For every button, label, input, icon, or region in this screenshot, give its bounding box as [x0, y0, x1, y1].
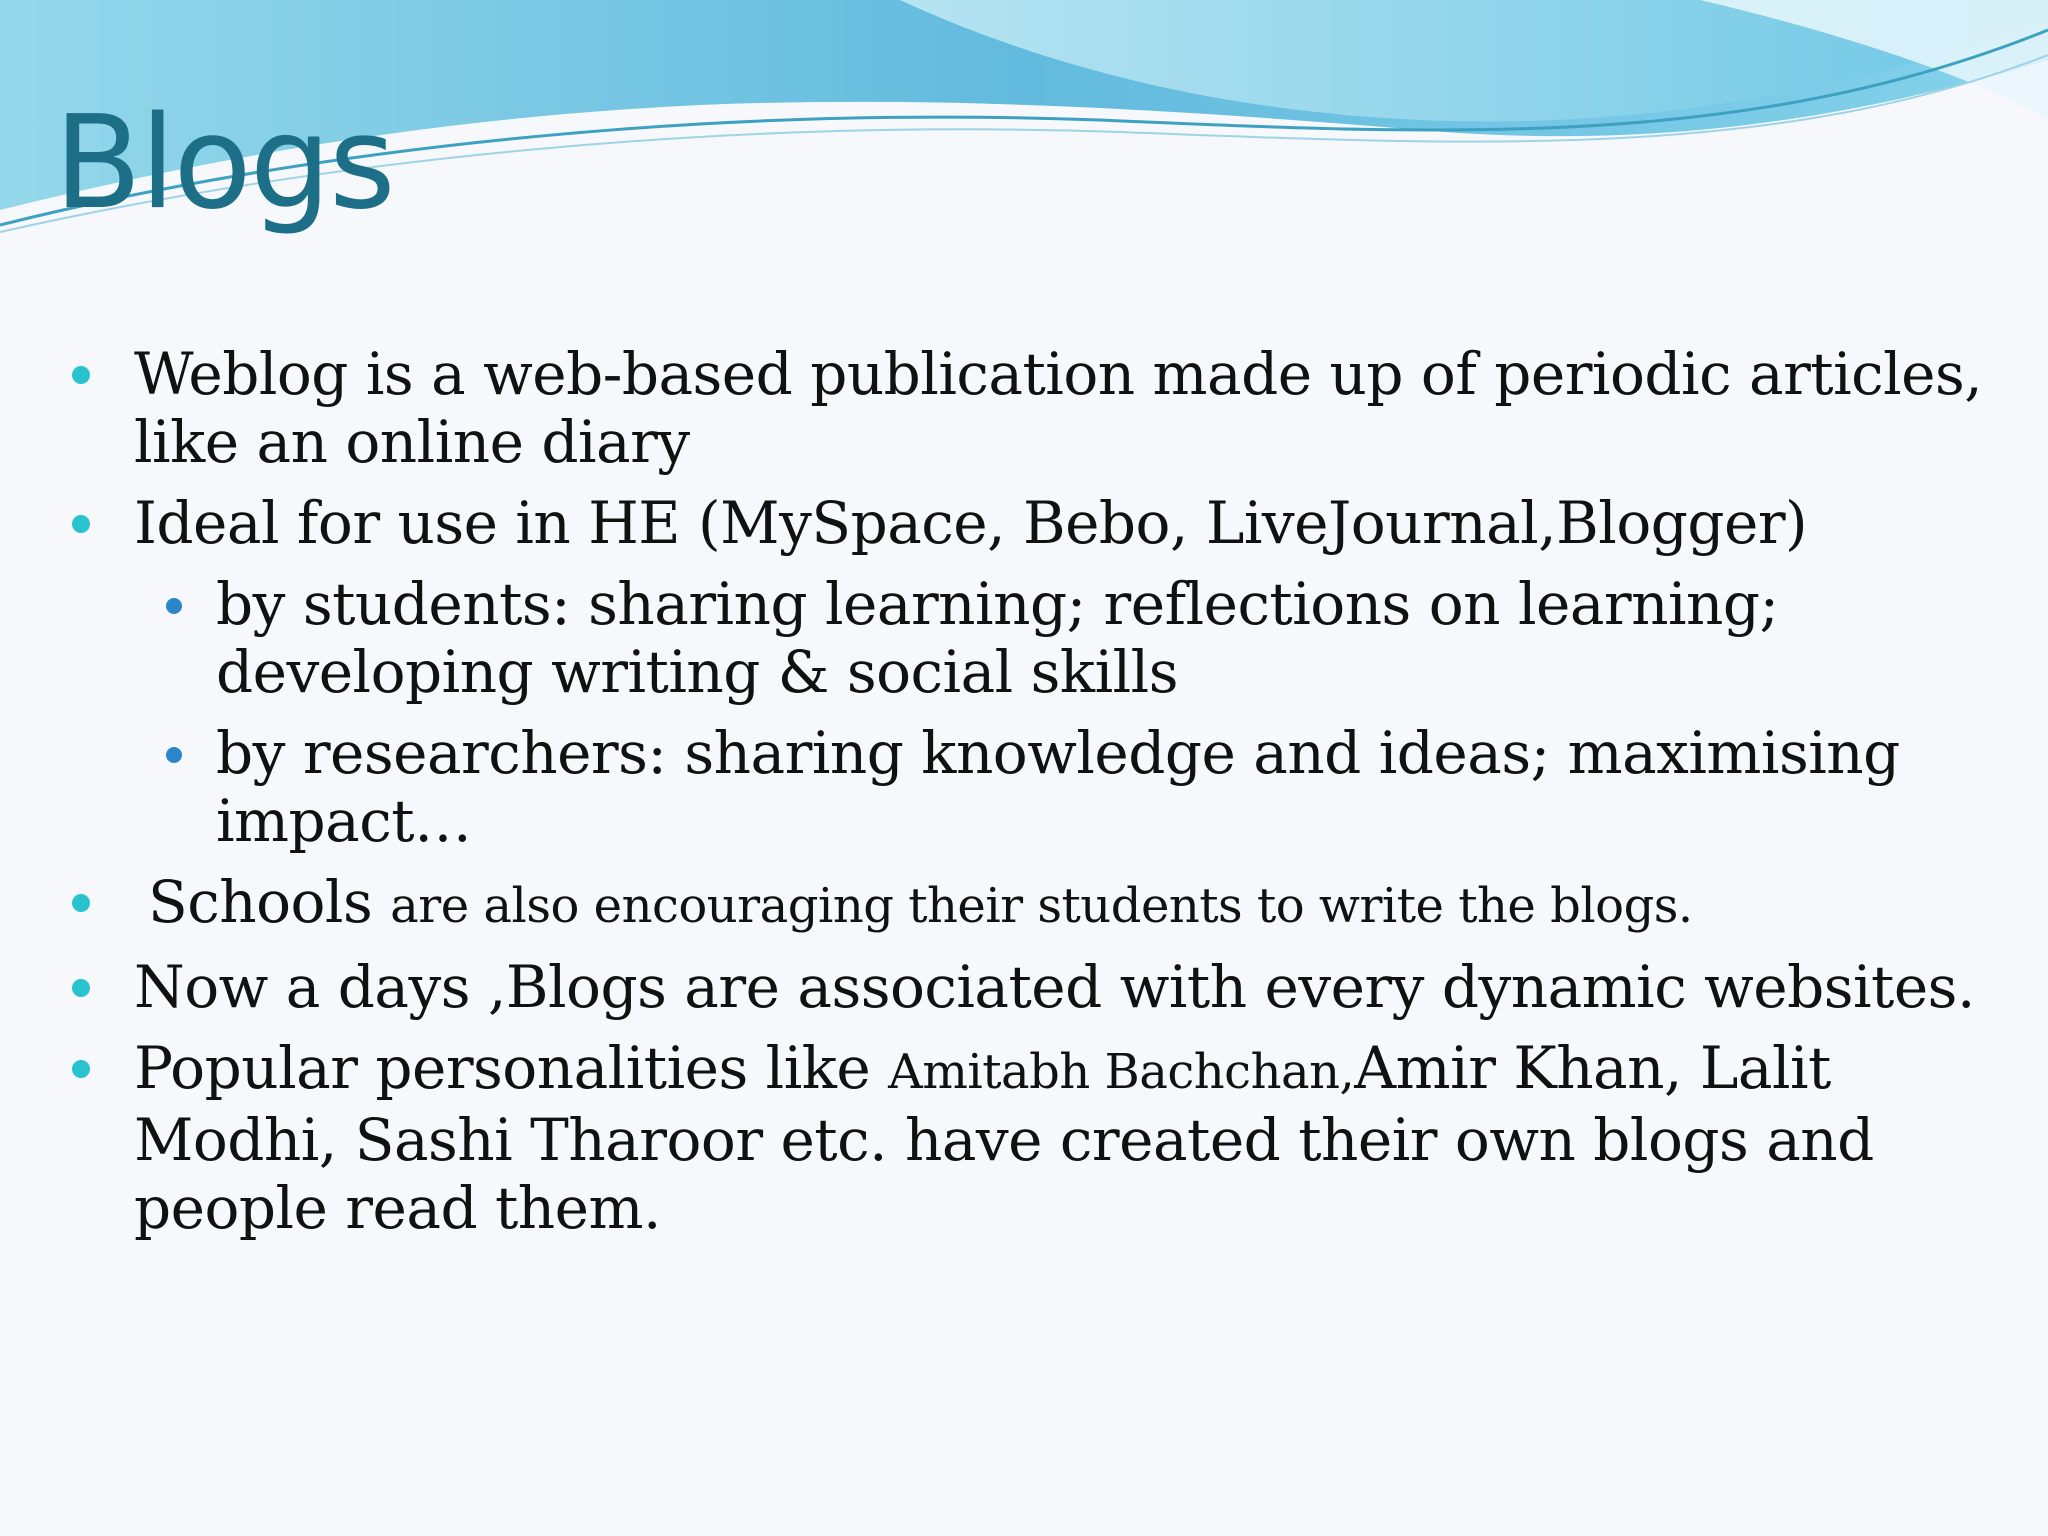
bullet-text-lead: Popular personalities like	[134, 1034, 871, 1102]
sub-list-item	[66, 570, 1996, 706]
sub-bullet-dot-icon	[166, 598, 182, 614]
list-item	[66, 340, 1996, 476]
list-item	[66, 953, 1996, 1021]
list-item	[66, 868, 1996, 940]
sub-bullet-dot-icon	[166, 747, 182, 763]
bullet-text-rest: are also encouraging their students to write the blogs.	[390, 878, 1693, 934]
bullet-text-rest: Amir Khan, Lalit Modhi, Sashi Tharoor etc. have created their own blogs and people read them.	[134, 1034, 1874, 1242]
bullet-dot-icon	[72, 515, 90, 533]
bullet-dot-icon	[72, 366, 90, 384]
bullet-dot-icon	[72, 979, 90, 997]
bullet-text: Weblog is a web-based publication made up of periodic articles, like an online diary	[134, 340, 1983, 476]
sub-list-item	[66, 719, 1996, 855]
bullet-dot-icon	[72, 1060, 90, 1078]
bullet-text-name: Amitabh Bachchan,	[888, 1044, 1355, 1100]
bullet-text: Ideal for use in HE (MySpace, Bebo, LiveJournal,Blogger)	[134, 489, 1808, 557]
list-item	[66, 1034, 1996, 1242]
bullet-text: Now a days ,Blogs are associated with every dynamic websites.	[134, 953, 1975, 1021]
sub-bullet-text: by students: sharing learning; reflections on learning; developing writing & social skills	[216, 570, 1779, 706]
bullet-dot-icon	[72, 894, 90, 912]
bullet-list	[66, 340, 1996, 1255]
bullet-text-lead: Schools	[148, 868, 373, 936]
list-item	[66, 489, 1996, 557]
slide-title: Blogs	[54, 89, 394, 238]
sub-bullet-text: by researchers: sharing knowledge and ideas; maximising impact…	[216, 719, 1900, 855]
